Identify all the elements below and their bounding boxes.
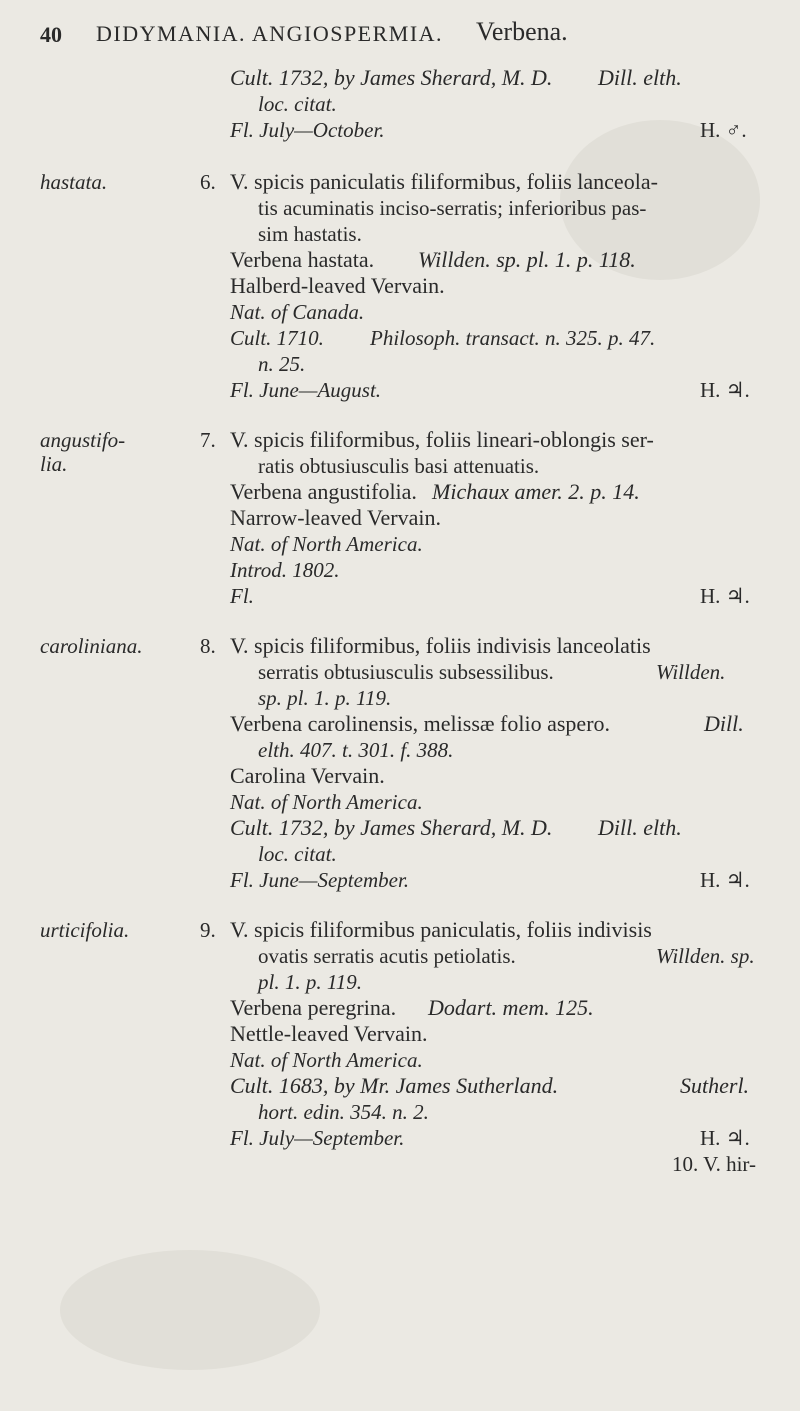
habit: H. ♃.: [700, 1126, 750, 1150]
entry-number: 7.: [200, 428, 216, 452]
flowering: Fl. June—September.: [230, 868, 410, 892]
flowering: Fl. July—October.: [230, 118, 385, 142]
margin-name: caroliniana.: [40, 634, 143, 658]
diagnosis-ref: Willden.: [656, 660, 726, 684]
common-name: Carolina Vervain.: [230, 763, 385, 788]
cultivated: Cult. 1710.: [230, 326, 324, 350]
flowering: Fl. June—August.: [230, 378, 382, 402]
genus-header: Verbena.: [476, 17, 568, 46]
diagnosis-line: serratis obtusiusculis subsessilibus.: [258, 660, 554, 684]
margin-name: urticifolia.: [40, 918, 130, 942]
common-name: Narrow-leaved Vervain.: [230, 505, 441, 530]
loc-citat: loc. citat.: [258, 842, 337, 866]
habit: H. ♃.: [700, 868, 750, 892]
synonym-ref: elth. 407. t. 301. f. 388.: [258, 738, 454, 762]
diagnosis-ref: pl. 1. p. 119.: [258, 970, 363, 994]
cult-ref: Philosoph. transact. n. 325. p. 47.: [370, 326, 656, 350]
diagnosis-line: ovatis serratis acutis petiolatis.: [258, 944, 516, 968]
native: Nat. of Canada.: [230, 300, 365, 324]
paper-stain: [60, 1250, 320, 1370]
synonym: Verbena peregrina.: [230, 995, 397, 1020]
running-title: DIDYMANIA. ANGIOSPERMIA.: [96, 21, 444, 46]
diagnosis-ref: sp. pl. 1. p. 119.: [258, 686, 392, 710]
common-name: Nettle-leaved Vervain.: [230, 1021, 428, 1046]
flowering: Fl. July—September.: [230, 1126, 405, 1150]
habit: H. ♃.: [700, 378, 750, 402]
cult-ref: Sutherl.: [680, 1073, 750, 1098]
synonym-ref: Michaux amer. 2. p. 14.: [432, 479, 640, 504]
cult-line: Cult. 1732, by James Sherard, M. D.: [230, 65, 553, 90]
margin-name: lia.: [40, 452, 68, 476]
diagnosis-line: V. spicis filiformibus paniculatis, foliis indivisis: [230, 917, 652, 942]
native: Nat. of North America.: [230, 790, 423, 814]
cult-ref: n. 25.: [258, 352, 306, 376]
loc-citat: loc. citat.: [258, 92, 337, 116]
introduced: Introd. 1802.: [230, 558, 340, 582]
diagnosis-line: V. spicis paniculatis filiformibus, foliis lanceola-: [230, 169, 658, 194]
synonym: Verbena hastata.: [230, 247, 375, 272]
synonym: Verbena carolinensis, melissæ folio aspero.: [230, 711, 611, 736]
diagnosis-line: tis acuminatis inciso-serratis; inferioribus pas-: [258, 196, 647, 220]
page-number: 40: [40, 22, 62, 47]
catchword: 10. V. hir-: [672, 1152, 756, 1176]
synonym: Verbena angustifolia.: [230, 479, 417, 504]
habit: H. ♃.: [700, 584, 750, 608]
diagnosis-line: ratis obtusiusculis basi attenuatis.: [258, 454, 540, 478]
diagnosis-line: V. spicis filiformibus, foliis indivisis lanceolatis: [230, 633, 651, 658]
diagnosis-line: V. spicis filiformibus, foliis lineari-oblongis ser-: [230, 427, 654, 452]
habit: H. ♂.: [700, 118, 747, 142]
synonym-ref: Dill.: [704, 711, 744, 736]
cult-ref: Dill. elth.: [598, 65, 682, 90]
flowering: Fl.: [230, 584, 254, 608]
margin-name: angustifo-: [40, 428, 126, 452]
margin-name: hastata.: [40, 170, 108, 194]
entry-number: 6.: [200, 170, 216, 194]
diagnosis-line: sim hastatis.: [258, 222, 362, 246]
native: Nat. of North America.: [230, 532, 423, 556]
entry-number: 8.: [200, 634, 216, 658]
synonym-ref: Dodart. mem. 125.: [428, 995, 594, 1020]
synonym-ref: Willden. sp. pl. 1. p. 118.: [418, 247, 636, 272]
native: Nat. of North America.: [230, 1048, 423, 1072]
cult-ref: hort. edin. 354. n. 2.: [258, 1100, 429, 1124]
cultivated: Cult. 1732, by James Sherard, M. D.: [230, 815, 553, 840]
entry-number: 9.: [200, 918, 216, 942]
diagnosis-ref: Willden. sp.: [656, 944, 755, 968]
cultivated: Cult. 1683, by Mr. James Sutherland.: [230, 1073, 559, 1098]
cult-ref: Dill. elth.: [598, 815, 682, 840]
common-name: Halberd-leaved Vervain.: [230, 273, 445, 298]
